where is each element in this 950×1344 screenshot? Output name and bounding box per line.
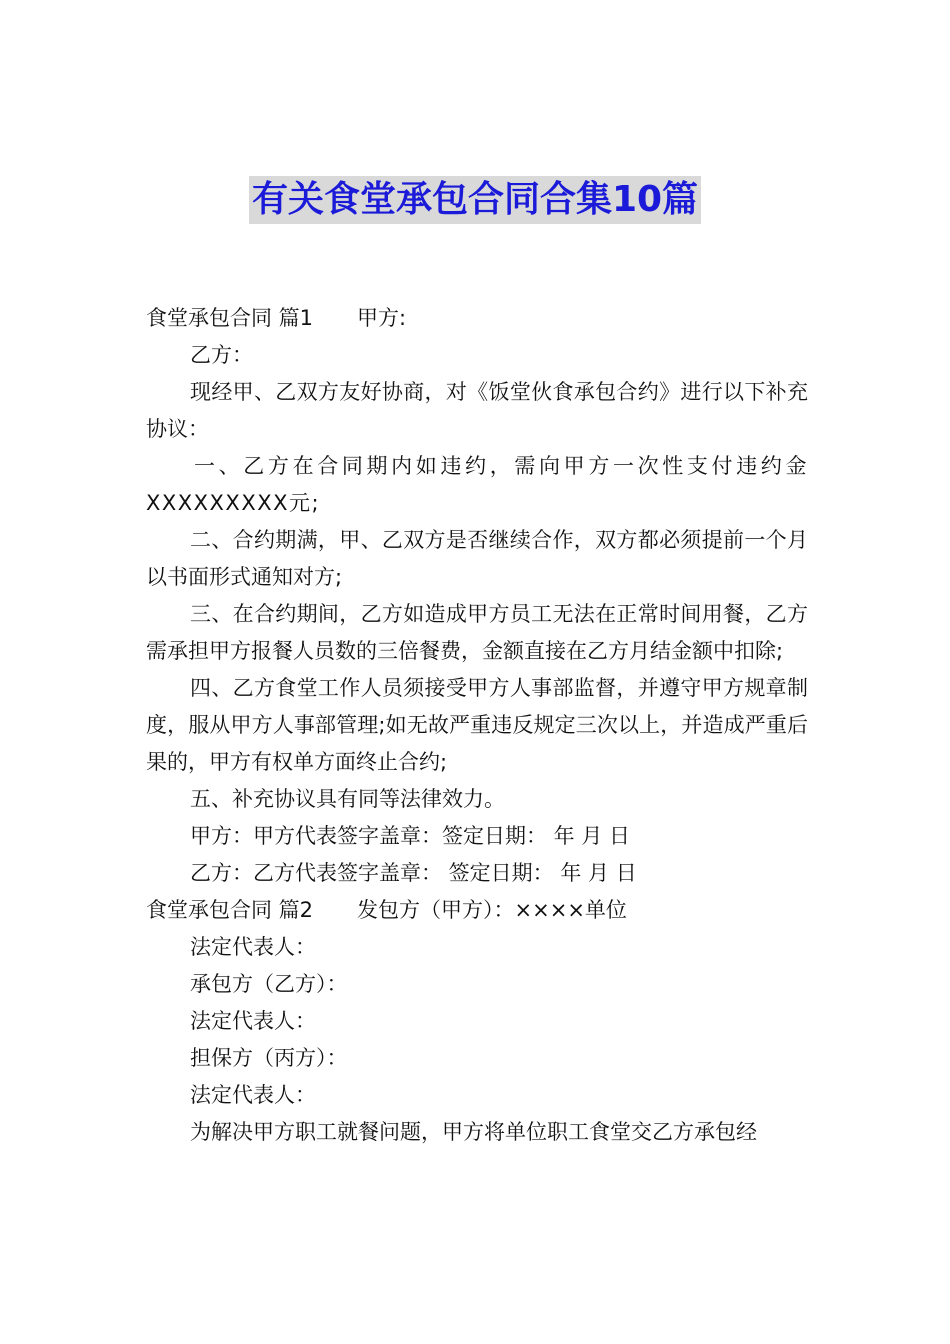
section-heading-1 bbox=[146, 300, 808, 337]
title-block bbox=[0, 176, 950, 224]
paragraph: 二、合约期满，甲、乙双方是否继续合作，双方都必须提前一个月以书面形式通知对方; bbox=[146, 528, 808, 589]
paragraph: 法定代表人： bbox=[190, 935, 316, 959]
document-body bbox=[146, 300, 808, 1151]
paragraph: 承包方（乙方）： bbox=[190, 972, 348, 996]
paragraph: 四、乙方食堂工作人员须接受甲方人事部监督，并遵守甲方规章制度，服从甲方人事部管理;如无故严重违反规定三次以上，并造成严重后果的，甲方有权单方面终止合约; bbox=[146, 676, 808, 774]
signature-line-a: 甲方：甲方代表签字盖章：签定日期： 年 月 日 bbox=[190, 824, 631, 848]
paragraph: 担保方（丙方）： bbox=[190, 1046, 348, 1070]
contractor-label: 发包方（甲方）：××××单位 bbox=[357, 898, 627, 922]
paragraph: 为解决甲方职工就餐问题，甲方将单位职工食堂交乙方承包经 bbox=[190, 1120, 757, 1144]
paragraph: 一、乙方在合同期内如违约，需向甲方一次性支付违约金XXXXXXXXX元; bbox=[146, 454, 808, 515]
paragraph: 乙方： bbox=[190, 343, 253, 367]
paragraph: 法定代表人： bbox=[190, 1083, 316, 1107]
section-label-1: 食堂承包合同 篇1 bbox=[146, 306, 314, 330]
paragraph: 现经甲、乙双方友好协商，对《饭堂伙食承包合约》进行以下补充协议： bbox=[146, 380, 808, 441]
signature-line-b: 乙方：乙方代表签字盖章： 签定日期： 年 月 日 bbox=[190, 861, 637, 885]
paragraph: 三、在合约期间，乙方如造成甲方员工无法在正常时间用餐，乙方需承担甲方报餐人员数的三倍餐费，金额直接在乙方月结金额中扣除; bbox=[146, 602, 808, 663]
section-heading-2 bbox=[146, 892, 808, 929]
paragraph: 五、补充协议具有同等法律效力。 bbox=[190, 787, 505, 811]
section-label-2: 食堂承包合同 篇2 bbox=[146, 898, 314, 922]
document-title: 有关食堂承包合同合集10篇 bbox=[249, 176, 701, 224]
party-a-label: 甲方: bbox=[357, 306, 407, 330]
paragraph: 法定代表人： bbox=[190, 1009, 316, 1033]
